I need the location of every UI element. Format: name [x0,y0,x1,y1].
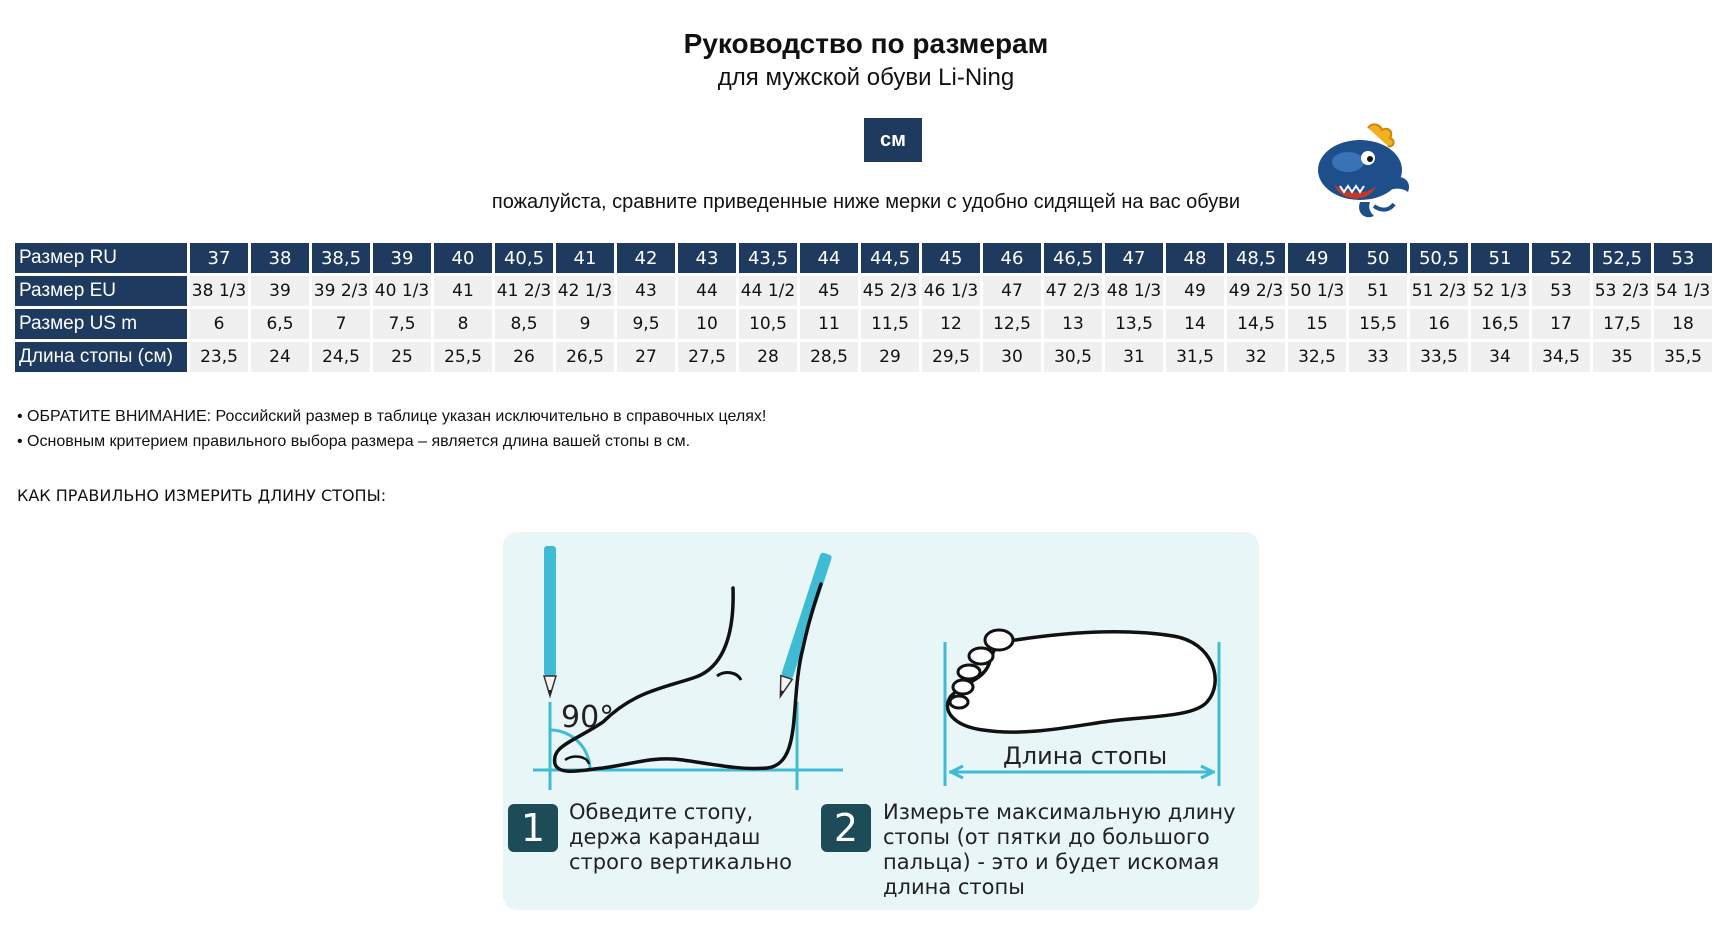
size-cell: 26,5 [556,342,614,372]
step-2-line: Измерьте максимальную длину [883,800,1236,824]
size-cell: 44,5 [861,243,919,273]
step-2-line: стопы (от пятки до большого [883,825,1210,849]
size-cell: 9 [556,309,614,339]
size-cell: 54 1/3 [1654,276,1712,306]
size-cell: 49 [1288,243,1346,273]
size-table-row [15,342,1712,372]
size-cell: 42 1/3 [556,276,614,306]
size-cell: 37 [190,243,248,273]
step-1-line: держа карандаш [569,825,761,849]
note-foot-length-criterion: • Основным критерием правильного выбора размера – является длина вашей стопы в см. [17,433,691,450]
size-cell: 41 2/3 [495,276,553,306]
size-table [12,240,1715,375]
size-cell: 52 [1532,243,1590,273]
size-cell: 8 [434,309,492,339]
size-cell: 44 [800,243,858,273]
size-cell: 30,5 [1044,342,1102,372]
size-cell: 45 [922,243,980,273]
size-cell: 11 [800,309,858,339]
size-cell: 24,5 [312,342,370,372]
size-cell: 50,5 [1410,243,1468,273]
step-2-line: пальца) - это и будет искомая [883,850,1220,874]
size-cell: 51 [1471,243,1529,273]
angle-label: 90° [561,700,615,735]
size-cell: 34,5 [1532,342,1590,372]
size-cell: 12 [922,309,980,339]
size-cell: 44 1/2 [739,276,797,306]
size-cell: 32 [1227,342,1285,372]
size-cell: 47 [1105,243,1163,273]
size-cell: 10,5 [739,309,797,339]
size-cell: 35 [1593,342,1651,372]
size-cell: 46 [983,243,1041,273]
size-cell: 35,5 [1654,342,1712,372]
size-cell: 43 [678,243,736,273]
size-cell: 33,5 [1410,342,1468,372]
size-cell: 42 [617,243,675,273]
size-table-row [15,309,1712,339]
size-cell: 27,5 [678,342,736,372]
size-cell: 49 2/3 [1227,276,1285,306]
size-cell: 39 2/3 [312,276,370,306]
size-cell: 53 [1654,243,1712,273]
size-cell: 41 [556,243,614,273]
size-cell: 28,5 [800,342,858,372]
size-cell: 45 [800,276,858,306]
step-2-badge: 2 [821,804,871,852]
size-cell: 26 [495,342,553,372]
size-cell: 17 [1532,309,1590,339]
size-cell: 48,5 [1227,243,1285,273]
size-cell: 49 [1166,276,1224,306]
size-cell: 50 1/3 [1288,276,1346,306]
size-cell: 53 2/3 [1593,276,1651,306]
size-cell: 43,5 [739,243,797,273]
compare-instruction: пожалуйста, сравните приведенные ниже мерки с удобно сидящей на вас обуви [491,191,1241,213]
step-2-text [883,800,1236,900]
measure-instructions-panel [503,532,1259,910]
size-cell: 40,5 [495,243,553,273]
size-cell: 16 [1410,309,1468,339]
size-cell: 32,5 [1288,342,1346,372]
size-cell: 47 2/3 [1044,276,1102,306]
size-cell: 48 1/3 [1105,276,1163,306]
size-cell: 43 [617,276,675,306]
size-cell: 17,5 [1593,309,1651,339]
size-cell: 9,5 [617,309,675,339]
size-cell: 7,5 [373,309,431,339]
size-table-row [15,276,1712,306]
size-cell: 10 [678,309,736,339]
size-cell: 48 [1166,243,1224,273]
step-2-line: длина стопы [883,875,1025,899]
size-cell: 45 2/3 [861,276,919,306]
note-reference-only: • ОБРАТИТЕ ВНИМАНИЕ: Российский размер в таблице указан исключительно в справочных целях! [17,408,767,425]
size-cell: 25 [373,342,431,372]
size-cell: 34 [1471,342,1529,372]
step-1-line: строго вертикально [569,850,792,874]
page-subtitle: для мужской обуви Li-Ning [717,64,1015,91]
size-cell: 27 [617,342,675,372]
size-cell: 30 [983,342,1041,372]
size-cell: 29,5 [922,342,980,372]
size-cell: 25,5 [434,342,492,372]
size-cell: 11,5 [861,309,919,339]
foot-length-label: Длина стопы [1003,742,1168,770]
row-header: Размер RU [15,243,187,273]
size-cell: 15,5 [1349,309,1407,339]
size-cell: 46,5 [1044,243,1102,273]
size-cell: 6,5 [251,309,309,339]
whale-mascot-icon [1310,122,1420,230]
size-table-row [15,243,1712,273]
size-cell: 41 [434,276,492,306]
size-cell: 51 [1349,276,1407,306]
size-cell: 8,5 [495,309,553,339]
row-header: Размер US m [15,309,187,339]
size-cell: 13,5 [1105,309,1163,339]
size-cell: 40 [434,243,492,273]
size-cell: 14 [1166,309,1224,339]
size-cell: 52,5 [1593,243,1651,273]
size-cell: 6 [190,309,248,339]
row-header: Длина стопы (см) [15,342,187,372]
pencil-icon [544,546,556,696]
size-cell: 23,5 [190,342,248,372]
size-cell: 47 [983,276,1041,306]
step-1-line: Обведите стопу, [569,800,754,824]
step-1-badge: 1 [508,804,558,852]
size-cell: 51 2/3 [1410,276,1468,306]
size-cell: 29 [861,342,919,372]
size-cell: 24 [251,342,309,372]
page-title: Руководство по размерам [683,28,1049,59]
size-cell: 31 [1105,342,1163,372]
size-cell: 50 [1349,243,1407,273]
size-cell: 15 [1288,309,1346,339]
size-cell: 38,5 [312,243,370,273]
size-cell: 18 [1654,309,1712,339]
size-cell: 13 [1044,309,1102,339]
size-cell: 52 1/3 [1471,276,1529,306]
size-cell: 46 1/3 [922,276,980,306]
size-cell: 40 1/3 [373,276,431,306]
size-cell: 39 [251,276,309,306]
size-cell: 14,5 [1227,309,1285,339]
step-1-text [569,800,792,875]
size-cell: 31,5 [1166,342,1224,372]
size-cell: 16,5 [1471,309,1529,339]
size-cell: 28 [739,342,797,372]
size-cell: 7 [312,309,370,339]
howto-heading: КАК ПРАВИЛЬНО ИЗМЕРИТЬ ДЛИНУ СТОПЫ: [17,486,387,505]
size-cell: 39 [373,243,431,273]
size-cell: 53 [1532,276,1590,306]
row-header: Размер EU [15,276,187,306]
unit-badge: см [864,118,922,162]
size-cell: 33 [1349,342,1407,372]
size-cell: 38 1/3 [190,276,248,306]
size-cell: 44 [678,276,736,306]
pencil-icon [775,552,833,698]
size-cell: 12,5 [983,309,1041,339]
size-cell: 38 [251,243,309,273]
